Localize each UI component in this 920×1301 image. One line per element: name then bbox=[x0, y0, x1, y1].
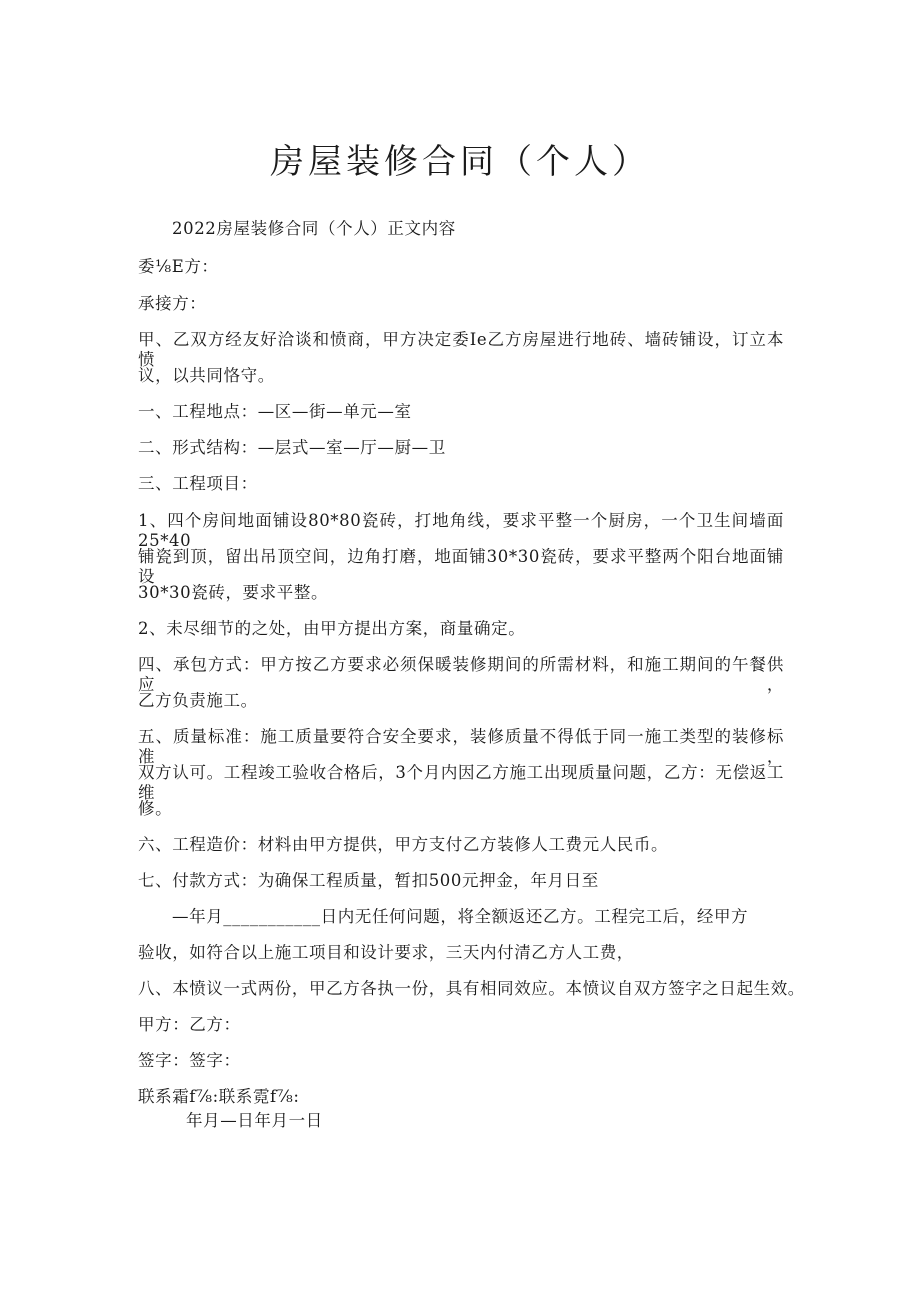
item-2-line: 2、未尽细节的之处，由甲方提出方案，商量确定。 bbox=[138, 619, 526, 638]
item-1-line-3: 30*30瓷砖，要求平整。 bbox=[138, 583, 329, 602]
clause-6-line: 六、工程造价：材料由甲方提供，甲方支付乙方装修人工费元人民币。 bbox=[138, 835, 669, 854]
item-1-line-2: 铺瓷到顶，留出吊顶空间，边角打磨，地面铺30*30瓷砖，要求平整两个阳台地面铺设 bbox=[138, 547, 784, 586]
clause-7-line-3: 验收，如符合以上施工项目和设计要求，三天内付清乙方人工费， bbox=[138, 943, 634, 962]
party-names-line: 甲方：乙方： bbox=[138, 1015, 241, 1034]
client-party-line: 委⅛E方： bbox=[138, 257, 219, 276]
preamble-line-2: 议，以共同恪守。 bbox=[138, 366, 275, 385]
date-line: 年月—日年月一日 bbox=[186, 1111, 323, 1130]
clause-7-line-1: 七、付款方式：为确保工程质量，暂扣500元押金，年月日至 bbox=[138, 871, 599, 890]
clause-1-location: 一、工程地点：—区—街—单元—室 bbox=[138, 402, 412, 421]
preamble-line-1: 甲、乙双方经友好洽谈和愤商，甲方决定委Ie乙方房屋进行地砖、墙砖铺设，订立本愤 bbox=[138, 330, 784, 369]
clause-4-line-2: 乙方负责施工。 bbox=[138, 691, 258, 710]
clause-4-line-1: 四、承包方式：甲方按乙方要求必须保暖装修期间的所需材料，和施工期间的午餐供应， bbox=[138, 655, 784, 694]
contact-line: 联系霜f⅞:联系霓f⅞: bbox=[138, 1087, 300, 1106]
clause-3-heading: 三、工程项目： bbox=[138, 474, 258, 493]
clause-2-structure: 二、形式结构：—层式—室—厅—厨—卫 bbox=[138, 438, 446, 457]
clause-5-line-3: 修。 bbox=[138, 799, 173, 818]
signature-line: 签字：签字： bbox=[138, 1051, 241, 1070]
clause-5-line-1: 五、质量标准：施工质量要符合安全要求，装修质量不得低于同一施工类型的装修标准， bbox=[138, 727, 784, 766]
clause-7-line-2: —年月___________日内无任何问题，将全额返还乙方。工程完工后，经甲方 bbox=[172, 907, 749, 926]
contractor-party-line: 承接方： bbox=[138, 294, 207, 313]
intro-line: 2022房屋装修合同（个人）正文内容 bbox=[172, 219, 456, 238]
clause-8-line: 八、本愤议一式两份，甲乙方各执一份，具有相同效应。本愤议自双方签字之日起生效。 bbox=[138, 979, 805, 998]
clause-5-line-2: 双方认可。工程竣工验收合格后，3个月内因乙方施工出现质量问题，乙方：无偿返工维 bbox=[138, 763, 784, 802]
document-title: 房屋装修合同（个人） bbox=[270, 142, 650, 182]
item-1-line-1: 1、四个房间地面铺设80*80瓷砖，打地角线，要求平整一个厨房，一个卫生间墙面25*40 bbox=[138, 511, 784, 550]
